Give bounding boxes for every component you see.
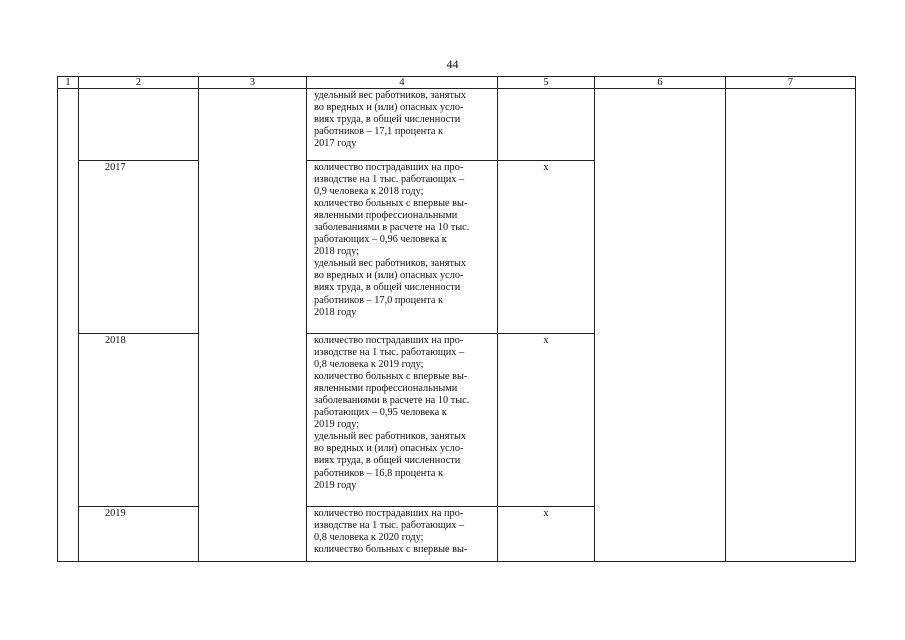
- indicator-line: количество больных с впервые вы-: [314, 371, 468, 383]
- indicator-line: удельный вес работников, занятых: [314, 431, 467, 443]
- indicator-cell: [307, 334, 498, 507]
- indicator-line: во вредных и (или) опасных усло-: [314, 102, 464, 114]
- indicator-line: заболеваниями в расчете на 10 тыс.: [314, 222, 470, 234]
- indicator-line: работников – 16,8 процента к: [314, 467, 444, 479]
- col7-cell: [726, 89, 856, 562]
- indicator-line: 0,9 человека к 2018 году;: [314, 186, 424, 198]
- year-cell: 2019: [79, 507, 199, 562]
- column-number-row: [58, 77, 856, 89]
- year-cell: 2017: [79, 161, 199, 334]
- mark-cell: х: [498, 161, 595, 334]
- column-header-4: 4: [307, 77, 498, 89]
- indicator-line: работающих – 0,95 человека к: [314, 407, 447, 419]
- indicator-line: 2018 году;: [314, 246, 360, 258]
- column-header-5: 5: [498, 77, 595, 89]
- indicator-line: удельный вес работников, занятых: [314, 90, 467, 101]
- indicator-line: 2018 году: [314, 306, 357, 318]
- indicator-line: изводстве на 1 тыс. работающих –: [314, 347, 465, 359]
- indicator-line: удельный вес работников, занятых: [314, 258, 467, 270]
- indicator-line: изводстве на 1 тыс. работающих –: [314, 174, 465, 186]
- indicator-line: 2019 году;: [314, 419, 360, 431]
- column-header-3: 3: [199, 77, 307, 89]
- indicator-line: количество пострадавших на про-: [314, 162, 464, 173]
- indicator-line: 2017 году: [314, 138, 357, 150]
- indicator-line: работающих – 0,96 человека к: [314, 234, 447, 246]
- indicator-line: во вредных и (или) опасных усло-: [314, 270, 464, 282]
- indicator-line: во вредных и (или) опасных усло-: [314, 443, 464, 455]
- indicator-line: количество больных с впервые вы-: [314, 198, 468, 210]
- indicator-line: 2019 году: [314, 479, 357, 491]
- column-header-1: 1: [58, 77, 79, 89]
- col6-cell: [595, 89, 726, 562]
- mark-cell: х: [498, 507, 595, 562]
- indicator-line: явленными профессиональными: [314, 210, 458, 222]
- indicator-cell: [307, 89, 498, 161]
- indicator-line: 0,8 человека к 2020 году;: [314, 532, 424, 544]
- page-number: 44: [446, 57, 459, 71]
- col3-cell: [199, 89, 307, 562]
- col1-cell: [58, 89, 79, 562]
- year-cell: [79, 89, 199, 161]
- mark-cell: [498, 89, 595, 161]
- indicator-cell: [307, 161, 498, 334]
- column-header-7: 7: [726, 77, 856, 89]
- indicator-cell: [307, 507, 498, 562]
- indicator-line: количество больных с впервые вы-: [314, 544, 468, 556]
- column-header-6: 6: [595, 77, 726, 89]
- indicator-line: количество пострадавших на про-: [314, 508, 464, 519]
- indicator-line: работников – 17,1 процента к: [314, 126, 444, 138]
- indicator-line: виях труда, в общей численности: [314, 282, 461, 294]
- mark-cell: х: [498, 334, 595, 507]
- indicator-line: работников – 17,0 процента к: [314, 294, 444, 306]
- indicator-line: виях труда, в общей численности: [314, 455, 461, 467]
- indicator-line: изводстве на 1 тыс. работающих –: [314, 520, 465, 532]
- indicator-line: виях труда, в общей численности: [314, 114, 461, 126]
- document-table: [57, 76, 856, 562]
- indicator-line: количество пострадавших на про-: [314, 335, 464, 346]
- indicator-line: явленными профессиональными: [314, 383, 458, 395]
- year-cell: 2018: [79, 334, 199, 507]
- indicator-line: 0,8 человека к 2019 году;: [314, 359, 424, 371]
- table-row: [58, 89, 856, 161]
- column-header-2: 2: [79, 77, 199, 89]
- indicator-line: заболеваниями в расчете на 10 тыс.: [314, 395, 470, 407]
